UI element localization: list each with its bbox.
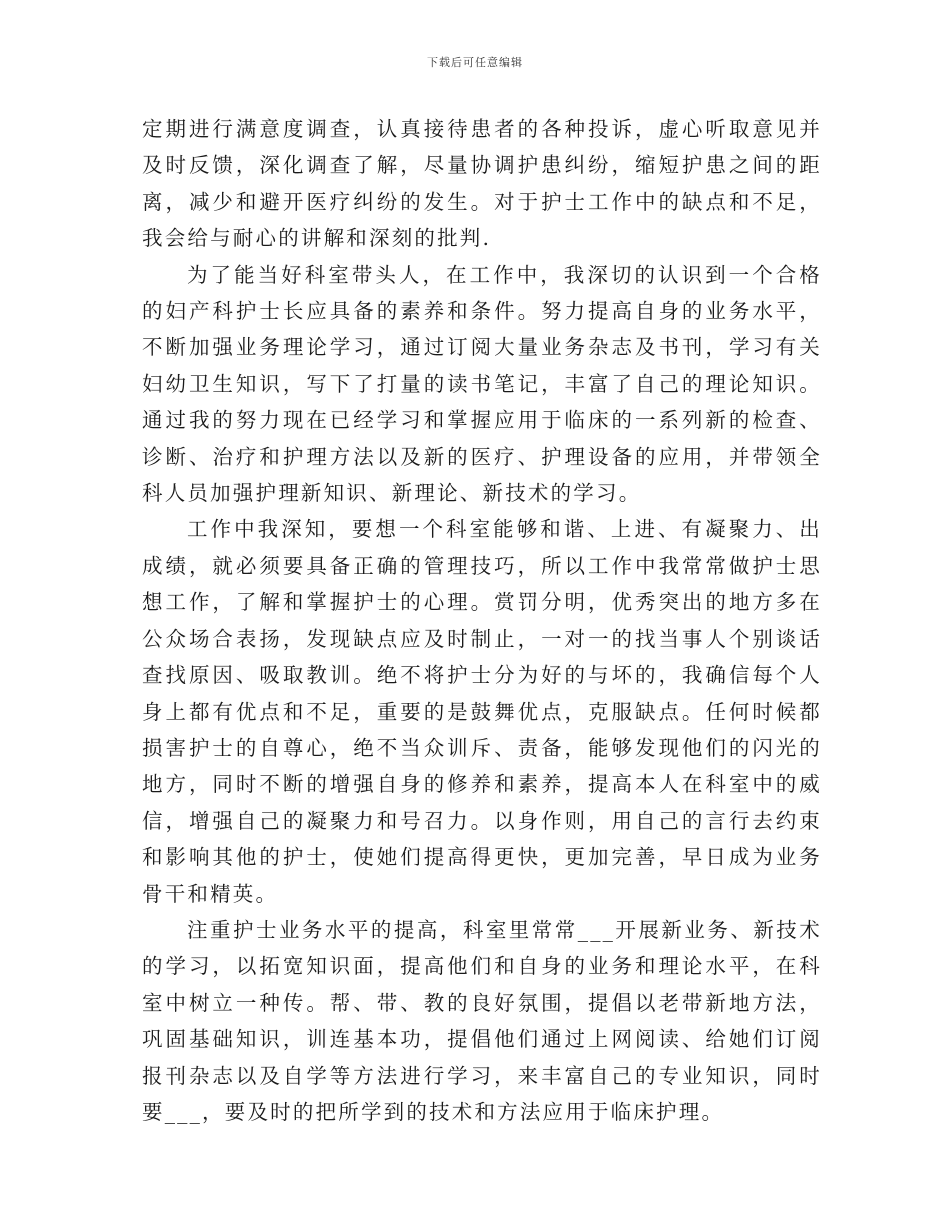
document-body bbox=[142, 111, 822, 1130]
paragraph-3: 工作中我深知，要想一个科室能够和谐、上进、有凝聚力、出成绩，就必须要具备正确的管理技巧，所以工作中我常常做护士思想工作，了解和掌握护士的心理。赏罚分明，优秀突出的地方多在公众场合表扬，发现缺点应及时制止，一对一的找当事人个别谈话查找原因、吸取教训。绝不将护士分为好的与坏的，我确信每个人身上都有优点和不足，重要的是鼓舞优点，克服缺点。任何时候都损害护士的自尊心，绝不当众训斥、责备，能够发现他们的闪光的地方，同时不断的增强自身的修养和素养，提高本人在科室中的威信，增强自己的凝聚力和号召力。以身作则，用自己的言行去约束和影响其他的护士，使她们提高得更快，更加完善，早日成为业务骨干和精英。 bbox=[142, 517, 822, 906]
page-header: 下载后可任意编辑 bbox=[427, 56, 523, 69]
paragraph-4: 注重护士业务水平的提高，科室里常常___开展新业务、新技术的学习，以拓宽知识面，提高他们和自身的业务和理论水平，在科室中树立一种传。帮、带、教的良好氛围，提倡以老带新地方法，巩固基础知识，训连基本功，提倡他们通过上网阅读、给她们订阅报刊杂志以及自学等方法进行学习，来丰富自己的专业知识，同时要___，要及时的把所学到的技术和方法应用于临床护理。 bbox=[142, 917, 822, 1124]
paragraph-2: 为了能当好科室带头人，在工作中，我深切的认识到一个合格的妇产科护士长应具备的素养和条件。努力提高自身的业务水平，不断加强业务理论学习，通过订阅大量业务杂志及书刊，学习有关妇幼卫生知识，写下了打量的读书笔记，丰富了自己的理论知识。通过我的努力现在已经学习和掌握应用于临床的一系列新的检查、诊断、治疗和护理方法以及新的医疗、护理设备的应用，并带领全科人员加强护理新知识、新理论、新技术的学习。 bbox=[142, 262, 822, 506]
paragraph-1: 定期进行满意度调查，认真接待患者的各种投诉，虚心听取意见并及时反馈，深化调查了解，尽量协调护患纠纷，缩短护患之间的距离，减少和避开医疗纠纷的发生。对于护士工作中的缺点和不足，我会给与耐心的讲解和深刻的批判. bbox=[142, 117, 822, 251]
